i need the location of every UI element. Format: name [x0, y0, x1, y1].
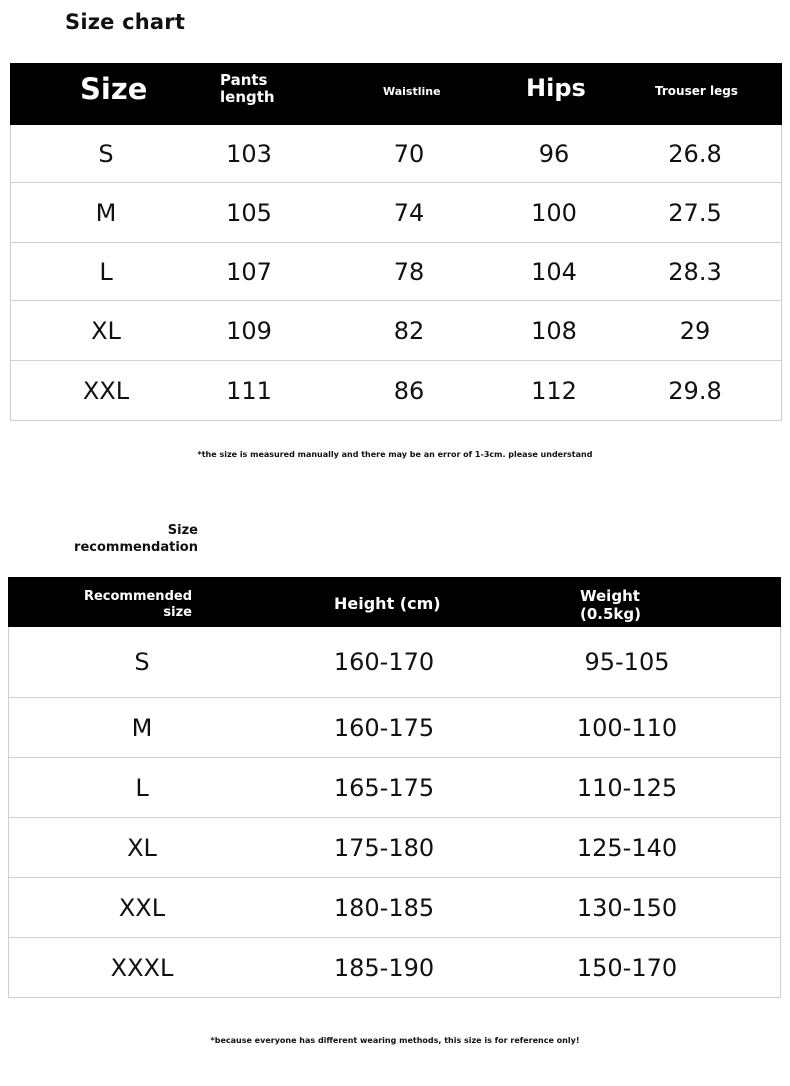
size-recommendation-note: *because everyone has different wearing methods, this size is for reference only!	[210, 1036, 580, 1045]
cell-weight: 100-110	[576, 713, 678, 742]
cell-weight: 150-170	[576, 953, 678, 982]
cell-trouser-legs: 26.8	[668, 139, 722, 168]
header-size: Size	[80, 72, 148, 106]
header-recommended-size	[68, 589, 192, 621]
table-row	[10, 361, 782, 421]
header-trouser-legs: Trouser legs	[655, 84, 738, 98]
size-recommendation-header	[8, 577, 781, 627]
cell-waistline: 70	[393, 139, 425, 168]
cell-hips: 104	[531, 257, 577, 286]
cell-recommended-size: XXXL	[110, 953, 174, 982]
cell-pants-length: 105	[226, 198, 272, 227]
header-pants-length	[220, 72, 275, 106]
cell-waistline: 78	[393, 257, 425, 286]
cell-hips: 112	[531, 376, 577, 405]
cell-trouser-legs: 28.3	[668, 257, 722, 286]
cell-pants-length: 107	[226, 257, 272, 286]
size-recommendation-title	[66, 522, 198, 556]
cell-trouser-legs: 29.8	[668, 376, 722, 405]
cell-size: S	[98, 139, 114, 168]
cell-trouser-legs: 29	[679, 316, 711, 345]
cell-pants-length: 111	[226, 376, 272, 405]
size-recommendation-table	[8, 577, 781, 998]
cell-size: M	[95, 198, 117, 227]
cell-size: L	[99, 257, 113, 286]
cell-height: 185-190	[333, 953, 435, 982]
header-height: Height (cm)	[334, 594, 441, 613]
header-recommended-line1: Recommended	[83, 589, 192, 604]
cell-height: 160-175	[333, 713, 435, 742]
table-row	[10, 125, 782, 183]
cell-recommended-size: XL	[127, 833, 157, 862]
cell-recommended-size: XXL	[118, 893, 166, 922]
cell-recommended-size: L	[135, 773, 149, 802]
cell-recommended-size: S	[134, 648, 150, 676]
header-weight-line2: (0.5kg)	[580, 605, 641, 623]
cell-hips: 108	[531, 316, 577, 345]
size-recommendation-title-line1: Size	[167, 523, 198, 538]
cell-pants-length: 103	[226, 139, 272, 168]
cell-height: 180-185	[333, 893, 435, 922]
cell-weight: 130-150	[576, 893, 678, 922]
size-recommendation-title-line2: recommendation	[74, 540, 198, 555]
cell-waistline: 82	[393, 316, 425, 345]
table-row	[8, 938, 781, 998]
cell-waistline: 74	[393, 198, 425, 227]
cell-size: XXL	[82, 376, 130, 405]
size-chart-header	[10, 63, 782, 125]
header-hips: Hips	[526, 74, 586, 102]
size-chart-table	[10, 63, 782, 421]
header-weight	[580, 587, 641, 623]
cell-weight: 125-140	[576, 833, 678, 862]
header-recommended-line2: size	[163, 605, 192, 620]
table-row	[8, 818, 781, 878]
table-row	[8, 878, 781, 938]
cell-size: XL	[91, 316, 121, 345]
table-row	[8, 627, 781, 698]
table-row	[10, 243, 782, 301]
header-pants-line2: length	[220, 88, 275, 106]
header-weight-line1: Weight	[580, 587, 640, 605]
table-row	[10, 301, 782, 361]
table-row	[8, 698, 781, 758]
cell-pants-length: 109	[226, 316, 272, 345]
size-chart-note: *the size is measured manually and there may be an error of 1-3cm. please understand	[197, 450, 593, 459]
cell-waistline: 86	[393, 376, 425, 405]
cell-trouser-legs: 27.5	[668, 198, 722, 227]
cell-weight: 95-105	[584, 648, 670, 676]
cell-height: 175-180	[333, 833, 435, 862]
cell-hips: 96	[538, 139, 570, 168]
header-pants-line1: Pants	[220, 71, 268, 89]
size-chart-title: Size chart	[65, 10, 186, 34]
cell-hips: 100	[531, 198, 577, 227]
table-row	[10, 183, 782, 243]
cell-height: 165-175	[333, 773, 435, 802]
cell-height: 160-170	[333, 648, 435, 676]
cell-weight: 110-125	[576, 773, 678, 802]
table-row	[8, 758, 781, 818]
header-waistline: Waistline	[383, 85, 441, 98]
cell-recommended-size: M	[131, 713, 153, 742]
